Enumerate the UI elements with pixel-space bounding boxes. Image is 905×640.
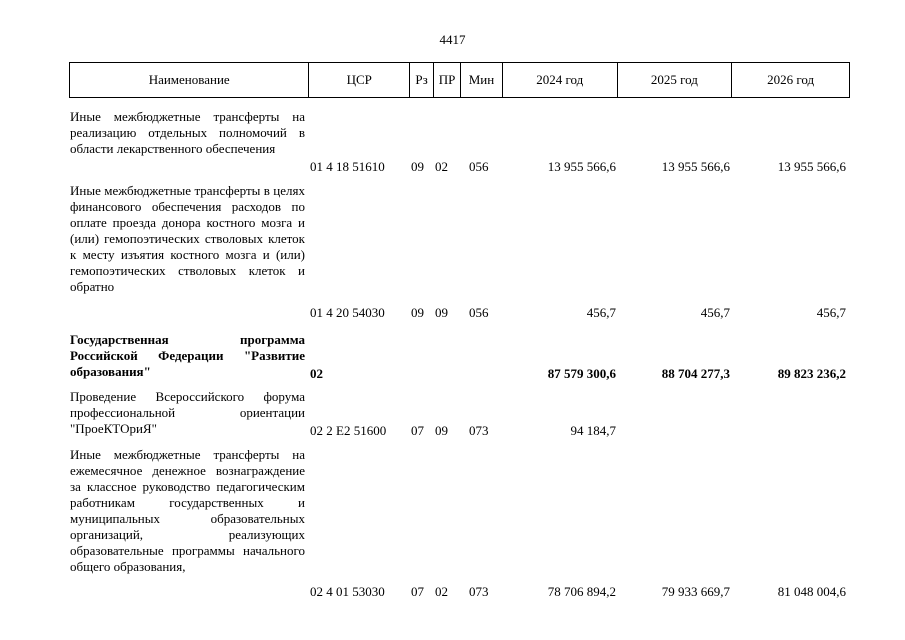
row-name: Иные межбюджетные трансферты на ежемесячное денежное вознаграждение за классное руководство педагогическим работникам государственных и муниципальных образовательных организаций, реализующих образовательные программы начального общего образования, bbox=[70, 447, 305, 574]
row-2024: 456,7 bbox=[586, 305, 616, 320]
row-name: Проведение Всероссийского форума профессиональной ориентации "ПроеКТОриЯ" bbox=[70, 389, 305, 436]
table-row bbox=[0, 183, 905, 321]
row-2026: 13 955 566,6 bbox=[777, 159, 846, 174]
row-csr: 02 bbox=[310, 366, 323, 381]
row-min: 073 bbox=[469, 423, 489, 438]
row-rz: 07 bbox=[411, 584, 424, 599]
header-pr: ПР bbox=[434, 63, 461, 97]
header-name: Наименование bbox=[70, 63, 309, 97]
row-min: 056 bbox=[469, 305, 489, 320]
header-2024: 2024 год bbox=[503, 63, 618, 97]
row-rz: 09 bbox=[411, 305, 424, 320]
row-2024: 13 955 566,6 bbox=[547, 159, 616, 174]
table-row-program bbox=[0, 332, 905, 382]
row-pr: 02 bbox=[435, 159, 448, 174]
header-min: Мин bbox=[461, 63, 503, 97]
header-2026: 2026 год bbox=[767, 72, 815, 87]
row-2024: 94 184,7 bbox=[570, 423, 616, 438]
header-csr: ЦСР bbox=[309, 63, 410, 97]
header-rz: Рз bbox=[410, 63, 434, 97]
row-2026: 89 823 236,2 bbox=[777, 366, 846, 381]
row-min: 056 bbox=[469, 159, 489, 174]
row-2026: 81 048 004,6 bbox=[777, 584, 846, 599]
header-2025: 2025 год bbox=[618, 63, 733, 97]
row-name: Иные межбюджетные трансферты в целях финансового обеспечения расходов по оплате проезда донора костного мозга и (или) гемопоэтических стволовых клеток к месту изъятия костного мозга и (или) гемопоэтических стволовых клеток и обратно bbox=[70, 183, 305, 294]
row-2024: 78 706 894,2 bbox=[547, 584, 616, 599]
row-csr: 02 2 E2 51600 bbox=[310, 423, 387, 438]
row-pr: 09 bbox=[435, 305, 448, 320]
row-name: Иные межбюджетные трансферты на реализацию отдельных полномочий в области лекарственного обеспечения bbox=[70, 109, 305, 156]
row-2024: 87 579 300,6 bbox=[547, 366, 616, 381]
row-csr: 02 4 01 53030 bbox=[310, 584, 385, 599]
table-row bbox=[0, 447, 905, 600]
row-pr: 02 bbox=[435, 584, 448, 599]
row-csr: 01 4 20 54030 bbox=[310, 305, 385, 320]
row-name: Государственная программа Российской Федерации "Развитие образования" bbox=[70, 332, 305, 379]
row-pr: 09 bbox=[435, 423, 448, 438]
row-rz: 07 bbox=[411, 423, 424, 438]
row-2025: 456,7 bbox=[700, 305, 730, 320]
row-rz: 09 bbox=[411, 159, 424, 174]
row-2025: 88 704 277,3 bbox=[661, 366, 730, 381]
table-row bbox=[0, 389, 905, 439]
table-header bbox=[69, 62, 850, 98]
table-row bbox=[0, 109, 905, 175]
page-number: 4417 bbox=[439, 32, 466, 47]
row-2025: 13 955 566,6 bbox=[661, 159, 730, 174]
row-min: 073 bbox=[469, 584, 489, 599]
row-csr: 01 4 18 51610 bbox=[310, 159, 385, 174]
row-2025: 79 933 669,7 bbox=[661, 584, 730, 599]
row-2026: 456,7 bbox=[816, 305, 846, 320]
